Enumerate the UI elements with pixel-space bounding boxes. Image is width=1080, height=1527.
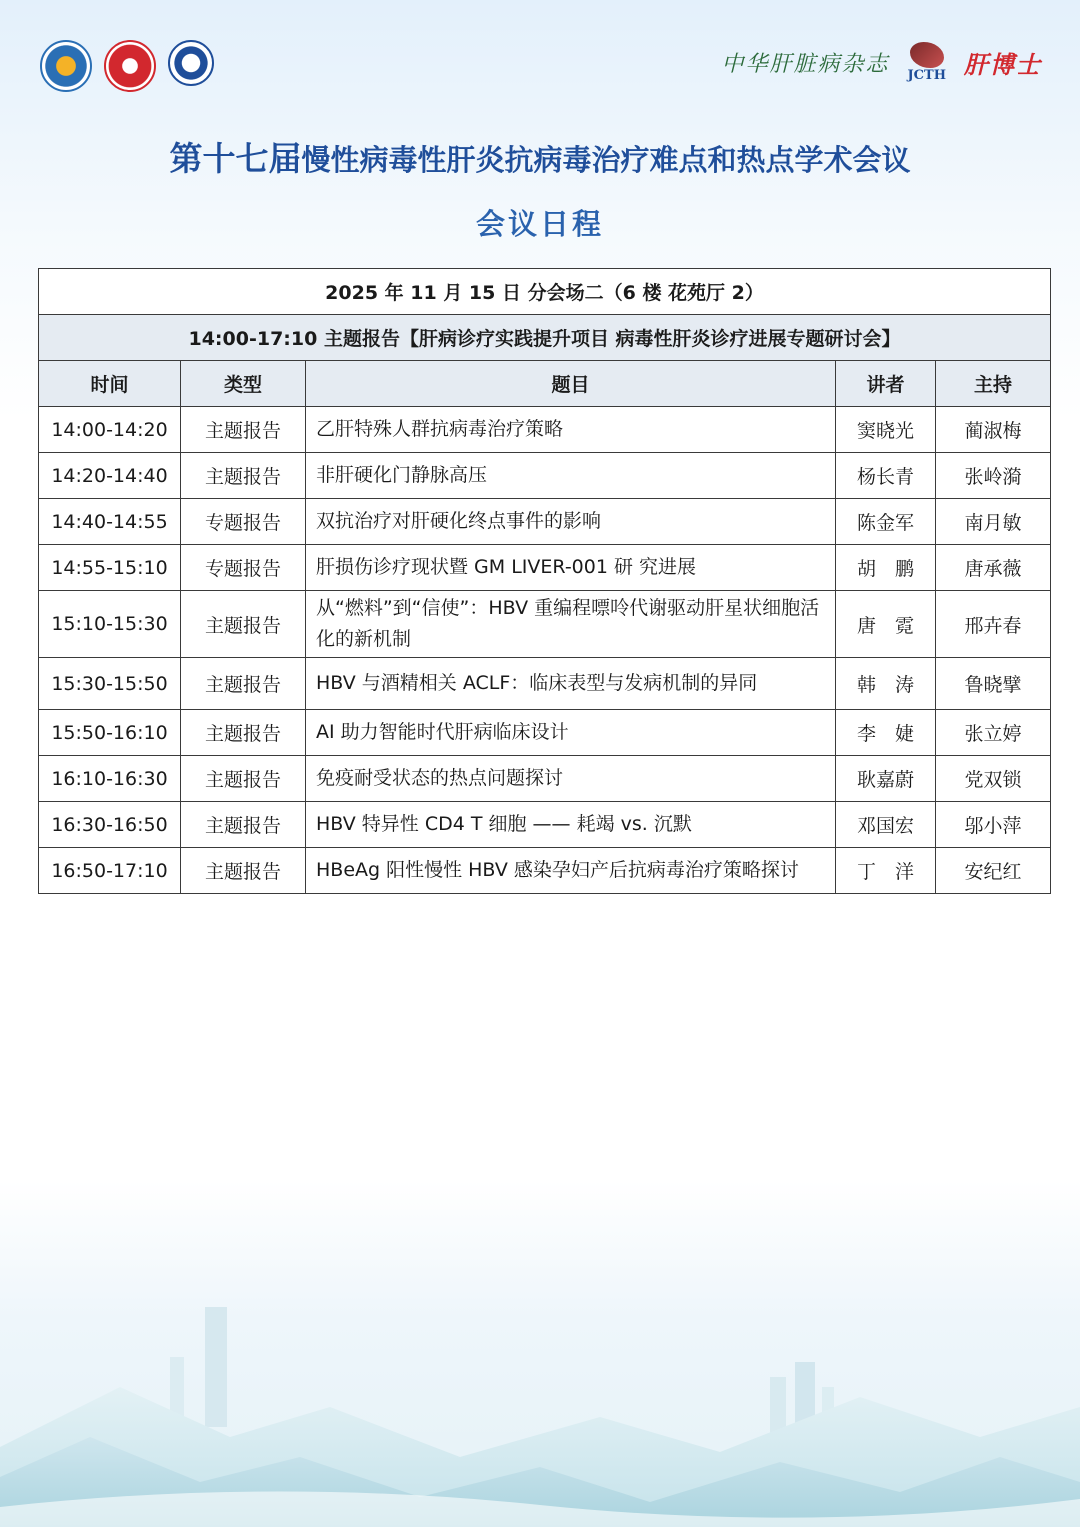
row-host: 党双锁 [936,756,1051,802]
row-time: 16:30-16:50 [39,802,181,848]
title-main: 慢性病毒性肝炎抗病毒治疗难点和热点学术会议 [301,143,911,177]
row-speaker: 陈金军 [836,499,936,545]
row-time: 15:50-16:10 [39,710,181,756]
row-type: 主题报告 [181,658,306,710]
row-time: 14:55-15:10 [39,545,181,591]
table-row [39,545,1051,591]
row-time: 14:00-14:20 [39,407,181,453]
conference-title [0,133,1080,180]
row-speaker: 窦晓光 [836,407,936,453]
row-topic: HBV 与酒精相关 ACLF：临床表型与发病机制的异同 [306,658,836,710]
session-row [39,315,1051,361]
col-header-time: 时间 [39,361,181,407]
row-topic: AI 助力智能时代肝病临床设计 [306,710,836,756]
ganboshi-logo: 肝博士 [964,50,1042,79]
col-header-type: 类型 [181,361,306,407]
row-topic: 免疫耐受状态的热点问题探讨 [306,756,836,802]
table-row [39,848,1051,894]
row-type: 主题报告 [181,802,306,848]
schedule-table [38,268,1051,894]
row-host: 张立婷 [936,710,1051,756]
row-host: 南月敏 [936,499,1051,545]
date-venue: 2025 年 11 月 15 日 分会场二（6 楼 花苑厅 2） [39,269,1051,315]
row-speaker: 韩 涛 [836,658,936,710]
row-type: 主题报告 [181,710,306,756]
table-row [39,407,1051,453]
landscape-decoration [0,1267,1080,1527]
row-type: 专题报告 [181,499,306,545]
row-topic: 乙肝特殊人群抗病毒治疗策略 [306,407,836,453]
row-type: 主题报告 [181,453,306,499]
sponsor-logos [722,42,1042,83]
university-logo-icon [168,40,214,86]
row-host: 安纪红 [936,848,1051,894]
row-type: 主题报告 [181,591,306,658]
row-time: 16:50-17:10 [39,848,181,894]
table-row [39,499,1051,545]
hospital-logo-icon [104,40,156,92]
jcth-logo-text: JCTH [907,68,946,83]
row-speaker: 胡 鹏 [836,545,936,591]
row-time: 16:10-16:30 [39,756,181,802]
row-time: 14:40-14:55 [39,499,181,545]
row-host: 蔺淑梅 [936,407,1051,453]
table-row [39,658,1051,710]
organizer-logos [40,40,214,92]
row-speaker: 唐 霓 [836,591,936,658]
table-row [39,453,1051,499]
row-speaker: 邓国宏 [836,802,936,848]
row-host: 鲁晓擘 [936,658,1051,710]
row-host: 邬小萍 [936,802,1051,848]
date-row [39,269,1051,315]
row-host: 张岭漪 [936,453,1051,499]
row-host: 邢卉春 [936,591,1051,658]
col-header-topic: 题目 [306,361,836,407]
row-topic: HBV 特异性 CD4 T 细胞 —— 耗竭 vs. 沉默 [306,802,836,848]
table-row [39,591,1051,658]
association-logo-icon [40,40,92,92]
row-speaker: 丁 洋 [836,848,936,894]
row-type: 主题报告 [181,407,306,453]
row-topic: 双抗治疗对肝硬化终点事件的影响 [306,499,836,545]
journal-logo: 中华肝脏病杂志 [721,52,890,77]
row-time: 15:30-15:50 [39,658,181,710]
row-time: 14:20-14:40 [39,453,181,499]
col-header-host: 主持 [936,361,1051,407]
row-speaker: 李 婕 [836,710,936,756]
table-row [39,710,1051,756]
table-header [39,361,1051,407]
row-topic: HBeAg 阳性慢性 HBV 感染孕妇产后抗病毒治疗策略探讨 [306,848,836,894]
row-type: 主题报告 [181,756,306,802]
row-type: 专题报告 [181,545,306,591]
title-prefix: 第十七届 [169,139,302,178]
jcth-logo [908,42,946,83]
row-topic: 肝损伤诊疗现状暨 GM LIVER-001 研 究进展 [306,545,836,591]
row-host: 唐承薇 [936,545,1051,591]
jcth-mark-icon [910,42,944,68]
row-topic: 非肝硬化门静脉高压 [306,453,836,499]
row-speaker: 杨长青 [836,453,936,499]
table-row [39,756,1051,802]
row-topic: 从“燃料”到“信使”：HBV 重编程嘌呤代谢驱动肝星状细胞活化的新机制 [306,591,836,658]
row-type: 主题报告 [181,848,306,894]
table-row [39,802,1051,848]
row-time: 15:10-15:30 [39,591,181,658]
page-subtitle: 会议日程 [475,207,604,241]
row-speaker: 耿嘉蔚 [836,756,936,802]
session-title: 14:00-17:10 主题报告【肝病诊疗实践提升项目 病毒性肝炎诊疗进展专题研讨会】 [39,315,1051,361]
tower-shape [205,1307,227,1427]
col-header-speaker: 讲者 [836,361,936,407]
